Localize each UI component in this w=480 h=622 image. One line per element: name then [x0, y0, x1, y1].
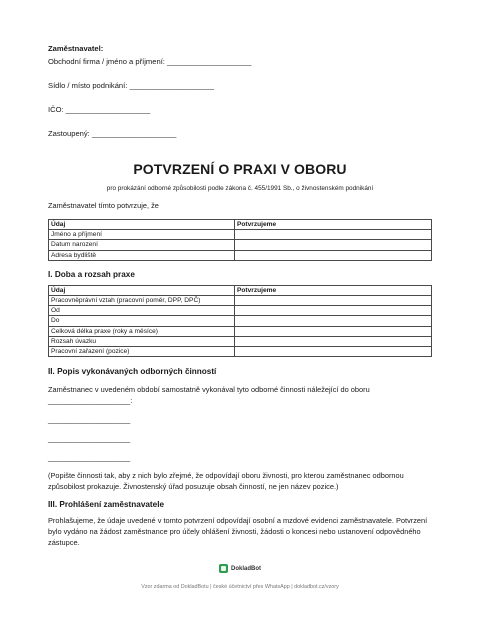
- field-trade-blank[interactable]: ____________________:: [48, 396, 133, 406]
- field-company-label: Obchodní firma / jméno a příjmení:: [48, 57, 165, 66]
- table-row: [49, 230, 432, 240]
- row-label: Od: [49, 306, 235, 316]
- row-label: Pracovní zařazení (pozice): [49, 347, 235, 357]
- section-3-heading: III. Prohlášení zaměstnavatele: [48, 500, 165, 510]
- field-seat-blank[interactable]: ____________________: [129, 81, 214, 90]
- row-value-cell[interactable]: [235, 316, 432, 326]
- table-row: [49, 306, 432, 316]
- table-row: [49, 326, 432, 336]
- footer: [0, 560, 480, 590]
- row-value-cell[interactable]: [235, 347, 432, 357]
- intro-text: Zaměstnavatel tímto potvrzuje, že: [48, 201, 159, 210]
- table-row: [49, 316, 432, 326]
- document-page: [48, 44, 432, 548]
- brand-name: DokladBot: [231, 565, 261, 572]
- table-header-row: [49, 285, 432, 295]
- practice-table: [48, 285, 432, 357]
- field-seat-label: Sídlo / místo podnikání:: [48, 81, 128, 90]
- field-company-blank[interactable]: ____________________: [167, 57, 252, 66]
- table-row: [49, 336, 432, 346]
- section-3-text: Prohlašujeme, že údaje uvedené v tomto potvrzení odpovídají osobní a mzdové evidenci zaměstnavatele. Potvrzení bylo vydáno na žádost zaměstnance pro účely ohlášení živnosti, žádosti o koncesi nebo ustanovení odpovědného zástupce.: [48, 516, 428, 548]
- row-value-cell[interactable]: [235, 326, 432, 336]
- row-label: Jméno a příjmení: [49, 230, 235, 240]
- field-represented: [48, 129, 432, 139]
- column-header: Údaj: [49, 220, 235, 230]
- row-label: Celková délka praxe (roky a měsíce): [49, 326, 235, 336]
- document-subtitle: pro prokázání odborné způsobilosti podle zákona č. 455/1991 Sb., o živnostenském podnikání: [106, 185, 374, 192]
- activity-line-1[interactable]: ____________________: [48, 415, 131, 425]
- activity-line-3[interactable]: ____________________: [48, 453, 131, 463]
- row-label: Datum narození: [49, 240, 235, 250]
- activity-line-2[interactable]: ____________________: [48, 434, 131, 444]
- row-value-cell[interactable]: [235, 296, 432, 306]
- row-value-cell[interactable]: [235, 306, 432, 316]
- field-represented-blank[interactable]: ____________________: [91, 129, 177, 138]
- field-represented-label: Zastoupený:: [48, 129, 90, 138]
- row-label: Rozsah úvazku: [49, 336, 235, 346]
- section-1-heading: I. Doba a rozsah praxe: [48, 269, 135, 279]
- brand-logo-icon: [219, 564, 228, 573]
- row-value-cell[interactable]: [235, 240, 432, 250]
- column-header: Údaj: [49, 285, 235, 295]
- footer-text: Vzor zdarma od DokladBotu | české účetnictví přes WhatsApp | dokladbot.cz/vzory: [141, 584, 339, 590]
- field-ico: [48, 105, 432, 115]
- column-header: Potvrzujeme: [235, 285, 432, 295]
- row-label: Do: [49, 316, 235, 326]
- table-row: [49, 296, 432, 306]
- table-row: [49, 240, 432, 250]
- field-ico-label: IČO:: [48, 105, 64, 114]
- employer-heading: Zaměstnavatel:: [48, 44, 104, 53]
- row-value-cell[interactable]: [235, 250, 432, 260]
- section-2-note: (Popište činnosti tak, aby z nich bylo zřejmé, že odpovídají oboru živnosti, pro kterou zaměstnanec odbornou způsobilost prokazuje. Živnostenský úřad posuzuje obsah činností, ne jen název pozice.): [48, 471, 404, 492]
- table-header-row: [49, 220, 432, 230]
- section-2-heading: II. Popis vykonávaných odborných činností: [48, 367, 217, 377]
- table-row: [49, 347, 432, 357]
- row-value-cell[interactable]: [235, 230, 432, 240]
- field-seat: [48, 81, 432, 91]
- row-label: Adresa bydliště: [49, 250, 235, 260]
- row-value-cell[interactable]: [235, 336, 432, 346]
- document-title: POTVRZENÍ O PRAXI V OBORU: [133, 161, 347, 177]
- field-company: [48, 57, 432, 67]
- identity-table: [48, 219, 432, 261]
- table-row: [49, 250, 432, 260]
- row-label: Pracovněprávní vztah (pracovní poměr, DPP, DPČ): [49, 296, 235, 306]
- brand-logo: [219, 564, 261, 573]
- field-ico-blank[interactable]: ____________________: [65, 105, 151, 114]
- column-header: Potvrzujeme: [235, 220, 432, 230]
- section-2-text: Zaměstnanec v uvedeném období samostatně vykonával tyto odborné činnosti náležející do oboru: [48, 385, 370, 395]
